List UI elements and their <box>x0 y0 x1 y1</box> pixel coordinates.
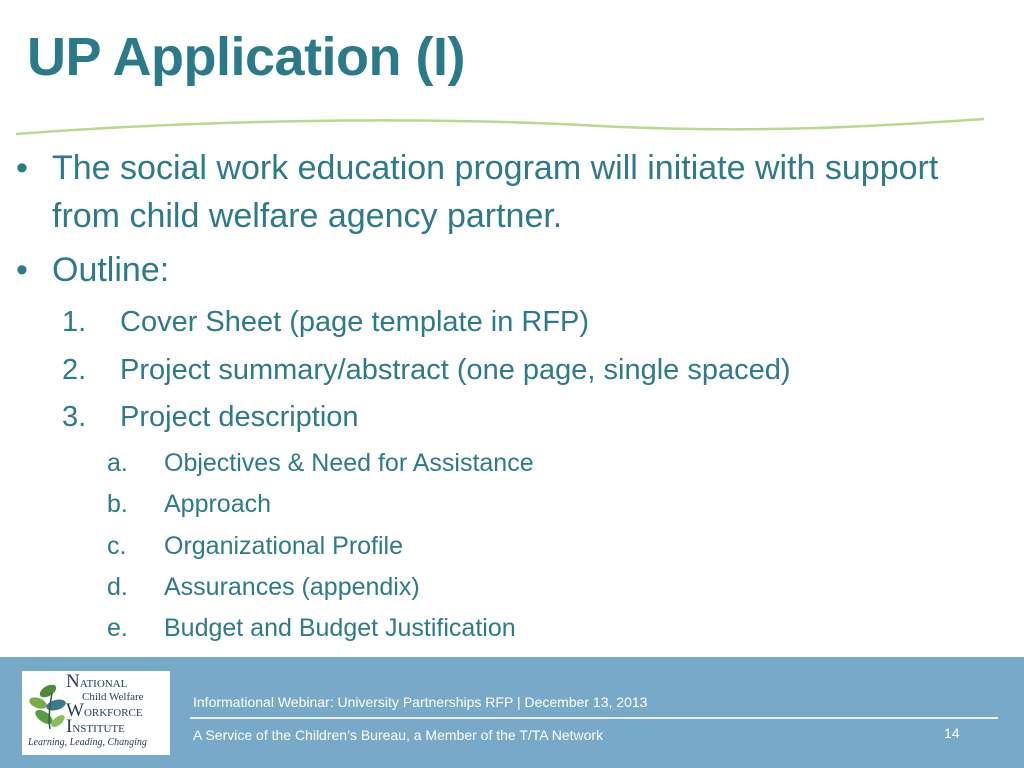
institute-logo <box>22 671 170 755</box>
description-letter: a. <box>107 449 128 477</box>
slide-title: UP Application (I) <box>27 27 466 87</box>
logo-workforce: ORKFORCE <box>83 707 143 719</box>
bullet-item <box>16 246 976 294</box>
logo-national: ATIONAL <box>79 678 128 690</box>
outline-text: Cover Sheet (page template in RFP) <box>120 306 590 338</box>
outline-text: Project description <box>120 401 359 433</box>
description-text: Budget and Budget Justification <box>164 614 516 642</box>
bullet-item <box>16 144 976 240</box>
description-text: Organizational Profile <box>164 532 404 560</box>
footer-divider <box>190 717 998 719</box>
footer-event-text: Informational Webinar: University Partnerships RFP | December 13, 2013 <box>193 694 648 710</box>
logo-wordmark <box>66 671 166 737</box>
outline-text: Project summary/abstract (one page, single spaced) <box>120 354 791 386</box>
description-text: Assurances (appendix) <box>164 573 420 601</box>
logo-cap-w: W <box>66 700 84 721</box>
logo-tagline: Learning, Leading, Changing <box>28 737 147 748</box>
outline-number: 3. <box>62 401 87 433</box>
description-text: Objectives & Need for Assistance <box>164 449 534 477</box>
bullet-marker: • <box>16 149 28 187</box>
title-underline-swoosh <box>0 112 1024 142</box>
description-text: Approach <box>164 490 272 518</box>
description-letter: c. <box>107 532 127 560</box>
logo-cap-i: I <box>66 716 73 737</box>
outline-number: 2. <box>62 354 87 386</box>
logo-institute: NSTITUTE <box>72 723 125 735</box>
description-letter: d. <box>107 573 128 601</box>
description-letter: e. <box>107 614 128 642</box>
description-letter: b. <box>107 490 128 518</box>
bullet-marker: • <box>16 251 28 289</box>
page-number: 14 <box>944 725 960 741</box>
bullet-text: The social work education program will initiate with support from child welfare agency partner. <box>52 149 939 235</box>
logo-child-welfare: Child Welfare <box>82 691 144 703</box>
footer-service-text: A Service of the Children’s Bureau, a Member of the T/TA Network <box>193 727 604 743</box>
footer-bar <box>0 657 1024 768</box>
bullet-text: Outline: <box>52 251 170 289</box>
outline-number: 1. <box>62 306 87 338</box>
logo-cap-n: N <box>66 671 80 692</box>
